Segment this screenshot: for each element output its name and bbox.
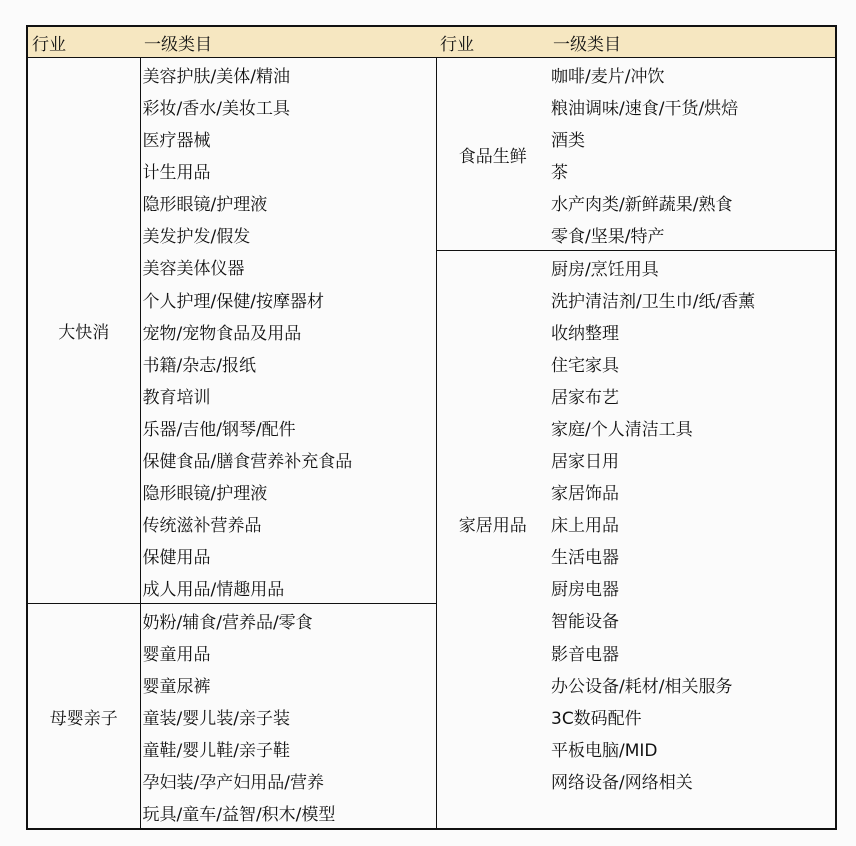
table-row [27, 58, 836, 91]
header-category-right: 一级类目 [549, 26, 836, 58]
table-row [27, 411, 836, 443]
left-industry-cell: 大快消 [27, 58, 140, 604]
table-row [27, 90, 836, 122]
right-category-cell: 厨房电器 [551, 579, 619, 600]
right-category-cell: 洗护清洁剂/卫生巾/纸/香薰 [551, 291, 756, 312]
left-category-cell: 保健用品 [140, 539, 436, 571]
table-row [27, 186, 836, 218]
table-row [27, 251, 836, 284]
right-category-cell: 办公设备/耗材/相关服务 [551, 676, 733, 697]
header-industry-right: 行业 [436, 26, 549, 58]
left-category-cell: 医疗器械 [140, 122, 436, 154]
table-row [27, 443, 836, 475]
left-category-cell: 传统滋补营养品 [140, 507, 436, 539]
table-row [27, 764, 836, 796]
table-row [27, 475, 836, 507]
table-row [27, 700, 836, 732]
left-category-cell: 教育培训 [140, 379, 436, 411]
table-row [27, 283, 836, 315]
table-row [27, 668, 836, 700]
table-row [27, 796, 836, 829]
table-row [27, 218, 836, 251]
left-category-cell: 乐器/吉他/钢琴/配件 [140, 411, 436, 443]
right-industry-cell: 食品生鲜 [458, 146, 527, 167]
table-row [27, 604, 836, 637]
right-category-cell: 网络设备/网络相关 [551, 772, 693, 793]
right-category-cell: 居家日用 [551, 451, 619, 472]
table-row [27, 154, 836, 186]
table-header-row [27, 26, 836, 58]
right-industry-cell: 家居用品 [436, 251, 549, 797]
left-category-cell: 婴童尿裤 [140, 668, 436, 700]
left-category-cell: 宠物/宠物食品及用品 [140, 315, 436, 347]
left-category-cell: 隐形眼镜/护理液 [140, 186, 436, 218]
header-category-left: 一级类目 [140, 26, 436, 58]
industry-category-table [26, 25, 837, 830]
left-category-cell: 奶粉/辅食/营养品/零食 [140, 604, 436, 637]
right-category-cell: 酒类 [551, 130, 585, 151]
left-category-cell: 美发护发/假发 [140, 218, 436, 251]
left-category-cell: 个人护理/保健/按摩器材 [140, 283, 436, 315]
left-category-cell: 书籍/杂志/报纸 [140, 347, 436, 379]
right-category-cell: 床上用品 [551, 515, 619, 536]
right-category-cell: 智能设备 [551, 612, 619, 633]
left-category-cell: 美容护肤/美体/精油 [140, 58, 436, 91]
right-category-cell: 粮油调味/速食/干货/烘焙 [551, 98, 739, 119]
table-row [27, 539, 836, 571]
left-category-cell: 隐形眼镜/护理液 [140, 475, 436, 507]
left-category-cell: 孕妇装/孕产妇用品/营养 [140, 764, 436, 796]
left-category-cell: 美容美体仪器 [140, 251, 436, 284]
left-category-cell: 童装/婴儿装/亲子装 [140, 700, 436, 732]
left-category-cell: 成人用品/情趣用品 [140, 571, 436, 604]
left-category-cell: 保健食品/膳食营养补充食品 [140, 443, 436, 475]
table-row [27, 636, 836, 668]
table-row [27, 315, 836, 347]
right-category-cell: 家庭/个人清洁工具 [551, 419, 693, 440]
left-category-cell: 彩妆/香水/美妆工具 [140, 90, 436, 122]
left-category-cell: 童鞋/婴儿鞋/亲子鞋 [140, 732, 436, 764]
table-row [27, 379, 836, 411]
right-category-cell: 零食/坚果/特产 [551, 226, 665, 247]
table-row [27, 507, 836, 539]
right-category-cell: 茶 [551, 162, 568, 183]
right-category-cell: 厨房/烹饪用具 [549, 251, 836, 284]
table-body [27, 58, 836, 830]
table-row [27, 347, 836, 379]
left-category-cell: 玩具/童车/益智/积木/模型 [140, 796, 436, 829]
right-category-cell: 咖啡/麦片/冲饮 [551, 66, 665, 87]
right-category-cell: 收纳整理 [551, 323, 619, 344]
right-category-cell: 居家布艺 [551, 387, 619, 408]
left-category-cell: 婴童用品 [140, 636, 436, 668]
left-category-cell: 计生用品 [140, 154, 436, 186]
table-row [27, 732, 836, 764]
right-category-cell: 家居饰品 [551, 483, 619, 504]
left-industry-cell: 母婴亲子 [27, 604, 140, 830]
right-category-cell: 3C数码配件 [551, 708, 642, 729]
right-category-cell: 生活电器 [551, 547, 619, 568]
right-category-cell: 水产肉类/新鲜蔬果/熟食 [551, 194, 733, 215]
right-category-cell: 影音电器 [551, 644, 619, 665]
table-row [27, 571, 836, 604]
right-category-cell: 住宅家具 [551, 355, 619, 376]
header-industry-left: 行业 [27, 26, 140, 58]
right-category-cell: 平板电脑/MID [551, 740, 658, 761]
table-row [27, 122, 836, 154]
